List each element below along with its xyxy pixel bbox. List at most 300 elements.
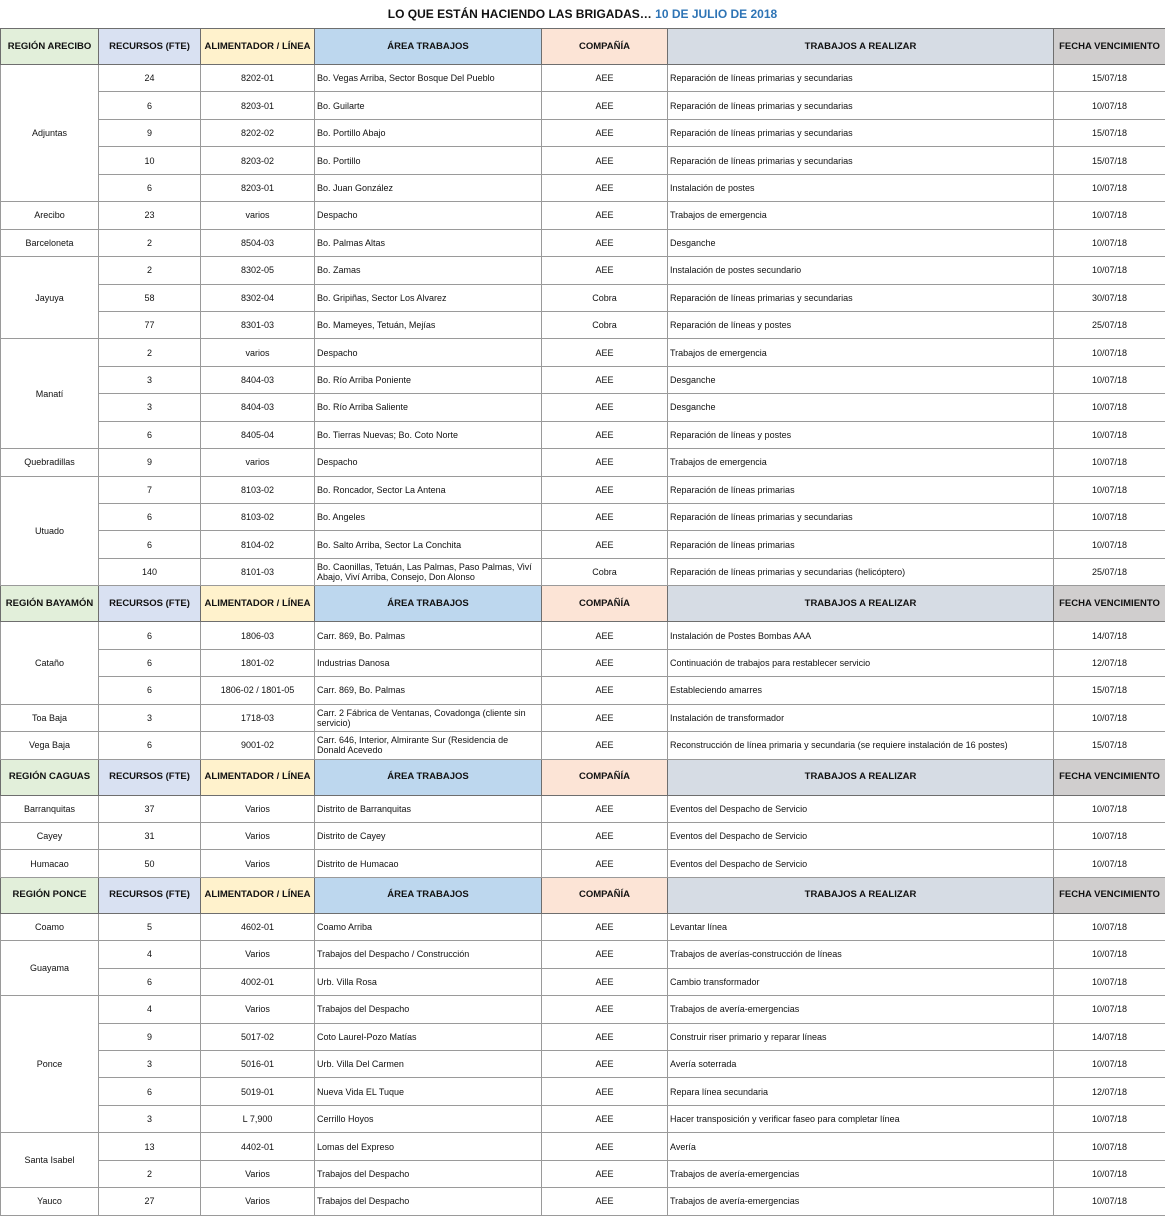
compania-header: COMPAÑÍA (542, 29, 668, 65)
company-cell: AEE (542, 649, 668, 676)
date-cell: 15/07/18 (1054, 65, 1165, 92)
date-cell: 12/07/18 (1054, 1078, 1165, 1105)
work-cell: Hacer transposición y verificar faseo para completar línea (668, 1105, 1054, 1132)
recursos-header: RECURSOS (FTE) (99, 877, 201, 913)
fte-cell: 6 (99, 92, 201, 119)
table-row (1, 732, 1165, 759)
fte-cell: 6 (99, 174, 201, 201)
table-row (1, 1160, 1165, 1187)
fte-cell: 23 (99, 202, 201, 229)
line-cell: 8405-04 (201, 421, 315, 448)
date-cell: 14/07/18 (1054, 622, 1165, 649)
line-cell: 8404-03 (201, 366, 315, 393)
area-cell: Lomas del Expreso (315, 1133, 542, 1160)
line-cell: Varios (201, 1188, 315, 1215)
fte-cell: 7 (99, 476, 201, 503)
alimentador-header: ALIMENTADOR / LÍNEA (201, 586, 315, 622)
town-cell: Coamo (1, 913, 99, 940)
fecha-header: FECHA VENCIMIENTO (1054, 759, 1165, 795)
compania-header: COMPAÑÍA (542, 759, 668, 795)
line-cell: 1718-03 (201, 704, 315, 731)
area-cell: Bo. Tierras Nuevas; Bo. Coto Norte (315, 421, 542, 448)
fecha-header: FECHA VENCIMIENTO (1054, 29, 1165, 65)
fte-cell: 6 (99, 531, 201, 558)
table-row (1, 119, 1165, 146)
date-cell: 10/07/18 (1054, 1133, 1165, 1160)
work-cell: Desganche (668, 229, 1054, 256)
line-cell: Varios (201, 996, 315, 1023)
area-header: ÁREA TRABAJOS (315, 29, 542, 65)
town-cell: Ponce (1, 996, 99, 1133)
fecha-header: FECHA VENCIMIENTO (1054, 586, 1165, 622)
table-row (1, 941, 1165, 968)
area-cell: Carr. 869, Bo. Palmas (315, 677, 542, 704)
title-date: 10 DE JULIO DE 2018 (655, 7, 777, 21)
date-cell: 10/07/18 (1054, 1160, 1165, 1187)
line-cell: varios (201, 339, 315, 366)
table-row (1, 1133, 1165, 1160)
work-cell: Repara línea secundaria (668, 1078, 1054, 1105)
area-cell: Urb. Villa Del Carmen (315, 1051, 542, 1078)
date-cell: 10/07/18 (1054, 913, 1165, 940)
fte-cell: 2 (99, 339, 201, 366)
town-cell: Vega Baja (1, 732, 99, 759)
region-name: REGIÓN PONCE (1, 877, 99, 913)
table-row (1, 1078, 1165, 1105)
area-cell: Cerrillo Hoyos (315, 1105, 542, 1132)
work-cell: Levantar línea (668, 913, 1054, 940)
area-header: ÁREA TRABAJOS (315, 759, 542, 795)
brigades-table-body (1, 29, 1165, 1216)
town-cell: Yauco (1, 1188, 99, 1215)
work-cell: Trabajos de avería-emergencias (668, 1188, 1054, 1215)
date-cell: 15/07/18 (1054, 732, 1165, 759)
town-cell: Guayama (1, 941, 99, 996)
area-cell: Trabajos del Despacho / Construcción (315, 941, 542, 968)
town-cell: Arecibo (1, 202, 99, 229)
town-cell: Barceloneta (1, 229, 99, 256)
table-row (1, 649, 1165, 676)
line-cell: 8103-02 (201, 504, 315, 531)
table-row (1, 996, 1165, 1023)
date-cell: 10/07/18 (1054, 476, 1165, 503)
line-cell: varios (201, 202, 315, 229)
table-row (1, 822, 1165, 849)
date-cell: 10/07/18 (1054, 941, 1165, 968)
company-cell: AEE (542, 822, 668, 849)
area-cell: Despacho (315, 202, 542, 229)
line-cell: 8203-01 (201, 92, 315, 119)
line-cell: L 7,900 (201, 1105, 315, 1132)
compania-header: COMPAÑÍA (542, 877, 668, 913)
trabajos-header: TRABAJOS A REALIZAR (668, 759, 1054, 795)
area-cell: Coamo Arriba (315, 913, 542, 940)
area-cell: Bo. Portillo (315, 147, 542, 174)
fte-cell: 9 (99, 449, 201, 476)
work-cell: Instalación de Postes Bombas AAA (668, 622, 1054, 649)
table-row (1, 558, 1165, 585)
work-cell: Instalación de transformador (668, 704, 1054, 731)
company-cell: AEE (542, 504, 668, 531)
fte-cell: 31 (99, 822, 201, 849)
company-cell: AEE (542, 941, 668, 968)
company-cell: AEE (542, 531, 668, 558)
fte-cell: 6 (99, 677, 201, 704)
company-cell: Cobra (542, 558, 668, 585)
fte-cell: 6 (99, 622, 201, 649)
date-cell: 10/07/18 (1054, 366, 1165, 393)
area-cell: Bo. Caonillas, Tetuán, Las Palmas, Paso Palmas, Viví Abajo, Viví Arriba, Consejo, Don Alonso (315, 558, 542, 585)
date-cell: 10/07/18 (1054, 229, 1165, 256)
company-cell: AEE (542, 968, 668, 995)
work-cell: Reparación de líneas y postes (668, 311, 1054, 338)
date-cell: 10/07/18 (1054, 92, 1165, 119)
town-cell: Humacao (1, 850, 99, 877)
line-cell: varios (201, 449, 315, 476)
line-cell: 4602-01 (201, 913, 315, 940)
trabajos-header: TRABAJOS A REALIZAR (668, 877, 1054, 913)
table-row (1, 622, 1165, 649)
date-cell: 10/07/18 (1054, 1188, 1165, 1215)
company-cell: AEE (542, 339, 668, 366)
fte-cell: 2 (99, 257, 201, 284)
company-cell: AEE (542, 476, 668, 503)
table-row (1, 92, 1165, 119)
area-cell: Bo. Zamas (315, 257, 542, 284)
company-cell: AEE (542, 1133, 668, 1160)
table-row (1, 394, 1165, 421)
line-cell: 1806-03 (201, 622, 315, 649)
line-cell: 8203-02 (201, 147, 315, 174)
date-cell: 25/07/18 (1054, 311, 1165, 338)
line-cell: 4402-01 (201, 1133, 315, 1160)
fte-cell: 3 (99, 394, 201, 421)
work-cell: Reparación de líneas primarias y secundarias (668, 119, 1054, 146)
area-cell: Distrito de Humacao (315, 850, 542, 877)
alimentador-header: ALIMENTADOR / LÍNEA (201, 759, 315, 795)
work-cell: Instalación de postes secundario (668, 257, 1054, 284)
line-cell: 5019-01 (201, 1078, 315, 1105)
company-cell: AEE (542, 449, 668, 476)
company-cell: AEE (542, 65, 668, 92)
town-cell: Jayuya (1, 257, 99, 339)
date-cell: 10/07/18 (1054, 174, 1165, 201)
date-cell: 15/07/18 (1054, 147, 1165, 174)
area-cell: Carr. 646, Interior, Almirante Sur (Residencia de Donald Acevedo (315, 732, 542, 759)
fte-cell: 6 (99, 504, 201, 531)
date-cell: 10/07/18 (1054, 968, 1165, 995)
date-cell: 10/07/18 (1054, 996, 1165, 1023)
region-header-row (1, 877, 1165, 913)
date-cell: 12/07/18 (1054, 649, 1165, 676)
work-cell: Trabajos de avería-emergencias (668, 996, 1054, 1023)
date-cell: 10/07/18 (1054, 257, 1165, 284)
region-header-row (1, 586, 1165, 622)
company-cell: AEE (542, 850, 668, 877)
company-cell: Cobra (542, 311, 668, 338)
line-cell: Varios (201, 795, 315, 822)
company-cell: AEE (542, 257, 668, 284)
area-cell: Carr. 2 Fábrica de Ventanas, Covadonga (cliente sin servicio) (315, 704, 542, 731)
fte-cell: 10 (99, 147, 201, 174)
work-cell: Trabajos de emergencia (668, 339, 1054, 366)
work-cell: Reconstrucción de línea primaria y secundaria (se requiere instalación de 16 postes) (668, 732, 1054, 759)
area-cell: Urb. Villa Rosa (315, 968, 542, 995)
page-title (0, 0, 1165, 28)
recursos-header: RECURSOS (FTE) (99, 29, 201, 65)
company-cell: AEE (542, 1051, 668, 1078)
work-cell: Eventos del Despacho de Servicio (668, 822, 1054, 849)
fte-cell: 6 (99, 1078, 201, 1105)
company-cell: AEE (542, 92, 668, 119)
line-cell: 8202-01 (201, 65, 315, 92)
line-cell: 8202-02 (201, 119, 315, 146)
company-cell: AEE (542, 1188, 668, 1215)
recursos-header: RECURSOS (FTE) (99, 586, 201, 622)
work-cell: Instalación de postes (668, 174, 1054, 201)
table-row (1, 421, 1165, 448)
table-row (1, 284, 1165, 311)
date-cell: 10/07/18 (1054, 704, 1165, 731)
company-cell: Cobra (542, 284, 668, 311)
fte-cell: 4 (99, 996, 201, 1023)
fte-cell: 13 (99, 1133, 201, 1160)
table-row (1, 311, 1165, 338)
line-cell: 8302-04 (201, 284, 315, 311)
area-cell: Bo. Mameyes, Tetuán, Mejías (315, 311, 542, 338)
company-cell: AEE (542, 1160, 668, 1187)
town-cell: Utuado (1, 476, 99, 586)
date-cell: 30/07/18 (1054, 284, 1165, 311)
area-cell: Bo. Portillo Abajo (315, 119, 542, 146)
company-cell: AEE (542, 174, 668, 201)
area-cell: Coto Laurel-Pozo Matías (315, 1023, 542, 1050)
table-row (1, 1051, 1165, 1078)
table-row (1, 1023, 1165, 1050)
fte-cell: 3 (99, 1105, 201, 1132)
region-name: REGIÓN CAGUAS (1, 759, 99, 795)
company-cell: AEE (542, 704, 668, 731)
table-row (1, 968, 1165, 995)
fte-cell: 3 (99, 366, 201, 393)
work-cell: Eventos del Despacho de Servicio (668, 795, 1054, 822)
table-row (1, 174, 1165, 201)
company-cell: AEE (542, 229, 668, 256)
region-header-row (1, 29, 1165, 65)
table-row (1, 449, 1165, 476)
table-row (1, 704, 1165, 731)
line-cell: 8504-03 (201, 229, 315, 256)
table-row (1, 339, 1165, 366)
line-cell: Varios (201, 822, 315, 849)
date-cell: 10/07/18 (1054, 795, 1165, 822)
company-cell: AEE (542, 366, 668, 393)
date-cell: 14/07/18 (1054, 1023, 1165, 1050)
line-cell: 8203-01 (201, 174, 315, 201)
fte-cell: 50 (99, 850, 201, 877)
date-cell: 15/07/18 (1054, 119, 1165, 146)
line-cell: 8301-03 (201, 311, 315, 338)
fte-cell: 2 (99, 229, 201, 256)
compania-header: COMPAÑÍA (542, 586, 668, 622)
line-cell: 5017-02 (201, 1023, 315, 1050)
line-cell: 9001-02 (201, 732, 315, 759)
company-cell: AEE (542, 394, 668, 421)
area-cell: Industrias Danosa (315, 649, 542, 676)
company-cell: AEE (542, 421, 668, 448)
town-cell: Quebradillas (1, 449, 99, 476)
work-cell: Trabajos de emergencia (668, 202, 1054, 229)
region-header-row (1, 759, 1165, 795)
area-cell: Bo. Roncador, Sector La Antena (315, 476, 542, 503)
fte-cell: 6 (99, 649, 201, 676)
area-cell: Carr. 869, Bo. Palmas (315, 622, 542, 649)
table-row (1, 531, 1165, 558)
area-cell: Bo. Río Arriba Saliente (315, 394, 542, 421)
work-cell: Construir riser primario y reparar líneas (668, 1023, 1054, 1050)
work-cell: Reparación de líneas primarias (668, 531, 1054, 558)
brigades-table (0, 28, 1165, 1216)
town-cell: Cayey (1, 822, 99, 849)
table-row (1, 65, 1165, 92)
line-cell: 5016-01 (201, 1051, 315, 1078)
fte-cell: 6 (99, 968, 201, 995)
town-cell: Barranquitas (1, 795, 99, 822)
area-cell: Bo. Angeles (315, 504, 542, 531)
area-cell: Distrito de Barranquitas (315, 795, 542, 822)
work-cell: Cambio transformador (668, 968, 1054, 995)
company-cell: AEE (542, 1078, 668, 1105)
work-cell: Eventos del Despacho de Servicio (668, 850, 1054, 877)
fte-cell: 6 (99, 732, 201, 759)
area-cell: Bo. Juan González (315, 174, 542, 201)
fte-cell: 3 (99, 704, 201, 731)
line-cell: Varios (201, 850, 315, 877)
fte-cell: 2 (99, 1160, 201, 1187)
company-cell: AEE (542, 147, 668, 174)
town-cell: Manatí (1, 339, 99, 449)
line-cell: 4002-01 (201, 968, 315, 995)
work-cell: Reparación de líneas primarias y secundarias (helicóptero) (668, 558, 1054, 585)
company-cell: AEE (542, 913, 668, 940)
line-cell: 8103-02 (201, 476, 315, 503)
work-cell: Desganche (668, 366, 1054, 393)
line-cell: 1801-02 (201, 649, 315, 676)
fte-cell: 37 (99, 795, 201, 822)
table-row (1, 202, 1165, 229)
company-cell: AEE (542, 677, 668, 704)
company-cell: AEE (542, 119, 668, 146)
date-cell: 10/07/18 (1054, 850, 1165, 877)
date-cell: 10/07/18 (1054, 421, 1165, 448)
work-cell: Trabajos de avería-emergencias (668, 1160, 1054, 1187)
line-cell: Varios (201, 941, 315, 968)
town-cell: Cataño (1, 622, 99, 704)
table-row (1, 850, 1165, 877)
company-cell: AEE (542, 996, 668, 1023)
table-row (1, 229, 1165, 256)
town-cell: Santa Isabel (1, 1133, 99, 1188)
date-cell: 10/07/18 (1054, 339, 1165, 366)
work-cell: Trabajos de averías-construcción de líneas (668, 941, 1054, 968)
alimentador-header: ALIMENTADOR / LÍNEA (201, 29, 315, 65)
trabajos-header: TRABAJOS A REALIZAR (668, 29, 1054, 65)
work-cell: Continuación de trabajos para restablecer servicio (668, 649, 1054, 676)
recursos-header: RECURSOS (FTE) (99, 759, 201, 795)
table-row (1, 1188, 1165, 1215)
fte-cell: 4 (99, 941, 201, 968)
fte-cell: 77 (99, 311, 201, 338)
work-cell: Avería (668, 1133, 1054, 1160)
fte-cell: 9 (99, 1023, 201, 1050)
area-cell: Bo. Vegas Arriba, Sector Bosque Del Pueblo (315, 65, 542, 92)
line-cell: 8101-03 (201, 558, 315, 585)
work-cell: Reparación de líneas primarias y secundarias (668, 504, 1054, 531)
line-cell: 8404-03 (201, 394, 315, 421)
area-header: ÁREA TRABAJOS (315, 877, 542, 913)
table-row (1, 504, 1165, 531)
trabajos-header: TRABAJOS A REALIZAR (668, 586, 1054, 622)
company-cell: AEE (542, 202, 668, 229)
line-cell: 1806-02 / 1801-05 (201, 677, 315, 704)
line-cell: 8302-05 (201, 257, 315, 284)
date-cell: 10/07/18 (1054, 394, 1165, 421)
company-cell: AEE (542, 622, 668, 649)
work-cell: Desganche (668, 394, 1054, 421)
company-cell: AEE (542, 732, 668, 759)
date-cell: 10/07/18 (1054, 449, 1165, 476)
area-cell: Trabajos del Despacho (315, 996, 542, 1023)
area-cell: Despacho (315, 449, 542, 476)
area-cell: Bo. Río Arriba Poniente (315, 366, 542, 393)
company-cell: AEE (542, 1105, 668, 1132)
table-row (1, 147, 1165, 174)
area-header: ÁREA TRABAJOS (315, 586, 542, 622)
town-cell: Adjuntas (1, 65, 99, 202)
table-row (1, 366, 1165, 393)
date-cell: 10/07/18 (1054, 1105, 1165, 1132)
work-cell: Reparación de líneas primarias y secundarias (668, 284, 1054, 311)
work-cell: Trabajos de emergencia (668, 449, 1054, 476)
date-cell: 10/07/18 (1054, 504, 1165, 531)
fte-cell: 6 (99, 421, 201, 448)
date-cell: 10/07/18 (1054, 531, 1165, 558)
fte-cell: 140 (99, 558, 201, 585)
work-cell: Reparación de líneas y postes (668, 421, 1054, 448)
area-cell: Distrito de Cayey (315, 822, 542, 849)
area-cell: Trabajos del Despacho (315, 1160, 542, 1187)
area-cell: Bo. Gripiñas, Sector Los Alvarez (315, 284, 542, 311)
title-main: LO QUE ESTÁN HACIENDO LAS BRIGADAS… (388, 7, 652, 21)
fte-cell: 9 (99, 119, 201, 146)
area-cell: Despacho (315, 339, 542, 366)
area-cell: Bo. Salto Arriba, Sector La Conchita (315, 531, 542, 558)
work-cell: Reparación de líneas primarias y secundarias (668, 147, 1054, 174)
table-row (1, 476, 1165, 503)
fte-cell: 5 (99, 913, 201, 940)
table-row (1, 677, 1165, 704)
region-name: REGIÓN ARECIBO (1, 29, 99, 65)
work-cell: Avería soterrada (668, 1051, 1054, 1078)
work-cell: Estableciendo amarres (668, 677, 1054, 704)
area-cell: Trabajos del Despacho (315, 1188, 542, 1215)
company-cell: AEE (542, 1023, 668, 1050)
date-cell: 25/07/18 (1054, 558, 1165, 585)
fte-cell: 24 (99, 65, 201, 92)
date-cell: 15/07/18 (1054, 677, 1165, 704)
date-cell: 10/07/18 (1054, 202, 1165, 229)
fecha-header: FECHA VENCIMIENTO (1054, 877, 1165, 913)
